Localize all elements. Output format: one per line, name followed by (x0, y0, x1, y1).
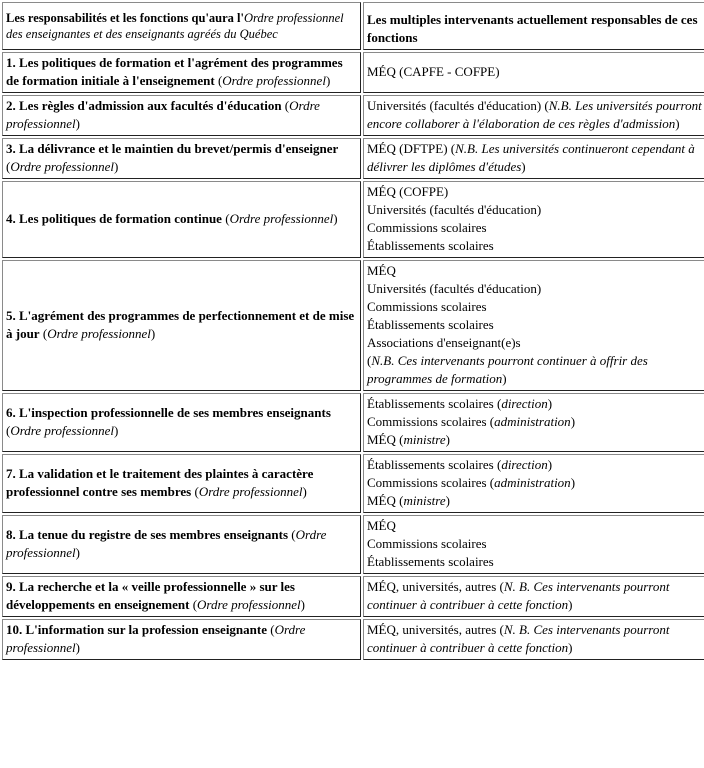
text-segment: ) (300, 597, 306, 612)
italic-text-segment: N. B. Ces intervenants pourront continuer à contribuer à cette fonction (367, 622, 670, 655)
text-segment: ) (75, 640, 80, 655)
text-segment: ) (445, 432, 450, 447)
intervenants-cell (363, 260, 704, 391)
responsibility-cell (2, 138, 361, 179)
header-cell-responsibilities (2, 2, 361, 50)
text-segment: ) (445, 493, 450, 508)
intervenant-line (367, 183, 703, 201)
table-row (2, 454, 704, 513)
intervenant-line (367, 578, 703, 614)
text-segment: Établissements scolaires (367, 554, 494, 569)
intervenant-line (367, 97, 703, 133)
italic-text-segment: direction (501, 457, 548, 472)
intervenant-line (367, 316, 703, 334)
italic-text-segment: N.B. Les universités continueront cependant à délivrer les diplômes d'études (367, 141, 695, 174)
text-segment: ) (570, 414, 576, 429)
italic-text-segment: administration (494, 414, 571, 429)
table-row (2, 95, 704, 136)
table-row (2, 619, 704, 660)
header-intervenants-text: Les multiples intervenants actuellement responsables de ces fonctions (367, 12, 698, 45)
responsibility-cell (2, 619, 361, 660)
intervenant-line (367, 352, 703, 388)
intervenant-line (367, 474, 703, 492)
text-segment: ) (75, 116, 80, 131)
text-segment: ) (75, 545, 80, 560)
intervenant-line (367, 201, 703, 219)
italic-text-segment: direction (501, 396, 548, 411)
italic-text-segment: Ordre professionnel (6, 527, 327, 560)
table-row (2, 393, 704, 452)
bold-text-segment: 4. Les politiques de formation continue (6, 211, 222, 226)
text-segment: ) (568, 597, 573, 612)
text-segment: ( (281, 98, 290, 113)
text-segment: ) (547, 457, 553, 472)
text-segment: ( (288, 527, 296, 542)
intervenant-line (367, 535, 703, 553)
italic-text-segment: Ordre professionnel (47, 326, 151, 341)
text-segment: ( (6, 423, 11, 438)
text-segment: ) (325, 73, 331, 88)
text-segment: Universités (facultés d'éducation) ( (367, 98, 549, 113)
text-segment: Commissions scolaires ( (367, 414, 495, 429)
text-segment: ( (39, 326, 48, 341)
text-segment: ( (6, 159, 11, 174)
intervenants-cell (363, 454, 704, 513)
table-row (2, 515, 704, 574)
bold-text-segment: 8. La tenue du registre de ses membres enseignants (6, 527, 289, 542)
text-segment: Universités (facultés d'éducation) (367, 281, 542, 296)
bold-text-segment: 5. L'agrément des programmes de perfectionnement et de mise à jour (6, 308, 355, 341)
text-segment: MÉQ, universités, autres ( (367, 622, 504, 637)
responsibility-cell (2, 454, 361, 513)
intervenant-line (367, 140, 703, 176)
italic-text-segment: Ordre professionnel des enseignantes et des enseignants agréés du Québec (6, 10, 344, 41)
italic-text-segment: Ordre professionnel (6, 622, 306, 655)
table-row (2, 138, 704, 179)
text-segment: ( (367, 353, 372, 368)
intervenant-line (367, 63, 703, 81)
intervenant-line (367, 456, 703, 474)
text-segment: ) (150, 326, 156, 341)
italic-text-segment: Ordre professionnel (222, 73, 326, 88)
bold-text-segment: Les responsabilités et les fonctions qu'aura l' (6, 10, 244, 25)
italic-text-segment: Ordre professionnel (198, 484, 303, 499)
italic-text-segment: administration (494, 475, 571, 490)
intervenants-cell (363, 619, 704, 660)
intervenant-line (367, 395, 703, 413)
table-row (2, 52, 704, 93)
text-segment: ) (113, 159, 119, 174)
text-segment: Établissements scolaires (367, 238, 494, 253)
intervenant-line (367, 553, 703, 571)
text-segment: ( (221, 211, 230, 226)
responsibility-cell (2, 95, 361, 136)
text-segment: Universités (facultés d'éducation) (367, 202, 542, 217)
text-segment: Commissions scolaires (367, 220, 487, 235)
text-segment: Établissements scolaires ( (367, 396, 502, 411)
text-segment: ( (266, 622, 275, 637)
intervenants-cell (363, 95, 704, 136)
text-segment: MÉQ (DFTPE) ( (367, 141, 456, 156)
text-segment: MÉQ (COFPE) (367, 184, 449, 199)
intervenant-line (367, 492, 703, 510)
intervenants-cell (363, 181, 704, 258)
bold-text-segment: 10. L'information sur la profession enseignante (6, 622, 267, 637)
text-segment: ) (302, 484, 307, 499)
text-segment: Établissements scolaires ( (367, 457, 502, 472)
text-segment: MÉQ (CAPFE - COFPE) (367, 64, 500, 79)
text-segment: Établissements scolaires (367, 317, 494, 332)
text-segment: ) (521, 159, 526, 174)
text-segment: MÉQ, universités, autres ( (367, 579, 504, 594)
text-segment: Commissions scolaires (367, 299, 487, 314)
intervenant-line (367, 219, 703, 237)
text-segment: ) (568, 640, 573, 655)
text-segment: ( (214, 73, 223, 88)
intervenant-line (367, 334, 703, 352)
intervenants-cell (363, 393, 704, 452)
text-segment: ( (189, 597, 198, 612)
text-segment: ) (502, 371, 507, 386)
text-segment: Associations d'enseignant(e)s (367, 335, 521, 350)
bold-text-segment: 9. La recherche et la « veille professionnelle » sur les développements en enseignement (6, 579, 295, 612)
table-header-row (2, 2, 704, 50)
text-segment: ) (547, 396, 553, 411)
intervenant-line (367, 517, 703, 535)
italic-text-segment: Ordre professionnel (6, 98, 320, 131)
italic-text-segment: N. B. Ces intervenants pourront continuer à contribuer à cette fonction (367, 579, 670, 612)
table-row (2, 260, 704, 391)
responsibility-cell (2, 260, 361, 391)
text-segment: Commissions scolaires (367, 536, 487, 551)
responsibility-cell (2, 515, 361, 574)
text-segment: ) (333, 211, 338, 226)
intervenant-line (367, 431, 703, 449)
italic-text-segment: N.B. Ces intervenants pourront continuer à offrir des programmes de formation (367, 353, 648, 386)
intervenant-line (367, 237, 703, 255)
text-segment: ( (191, 484, 199, 499)
bold-text-segment: 3. La délivrance et le maintien du brevet/permis d'enseigner (6, 141, 339, 156)
text-segment: ) (675, 116, 680, 131)
text-segment: MÉQ ( (367, 493, 404, 508)
text-segment: MÉQ ( (367, 432, 404, 447)
responsibility-cell (2, 52, 361, 93)
intervenant-line (367, 280, 703, 298)
responsibility-cell (2, 181, 361, 258)
intervenants-cell (363, 52, 704, 93)
table-body (2, 2, 704, 660)
text-segment: ) (113, 423, 119, 438)
italic-text-segment: Ordre professionnel (10, 423, 114, 438)
italic-text-segment: ministre (403, 493, 446, 508)
table-row (2, 576, 704, 617)
italic-text-segment: Ordre professionnel (229, 211, 334, 226)
intervenants-cell (363, 138, 704, 179)
italic-text-segment: Ordre professionnel (197, 597, 301, 612)
italic-text-segment: Ordre professionnel (10, 159, 114, 174)
bold-text-segment: 2. Les règles d'admission aux facultés d'éducation (6, 98, 282, 113)
intervenant-line (367, 298, 703, 316)
text-segment: MÉQ (367, 263, 396, 278)
header-cell-intervenants (363, 2, 704, 50)
bold-text-segment: 1. Les politiques de formation et l'agrément des programmes de formation initiale à l'enseignement (6, 55, 343, 88)
intervenants-cell (363, 576, 704, 617)
bold-text-segment: 7. La validation et le traitement des plaintes à caractère professionnel contre ses membres (6, 466, 314, 499)
responsibility-cell (2, 576, 361, 617)
italic-text-segment: ministre (403, 432, 446, 447)
text-segment: Commissions scolaires ( (367, 475, 495, 490)
intervenant-line (367, 262, 703, 280)
text-segment: MÉQ (367, 518, 396, 533)
intervenant-line (367, 621, 703, 657)
bold-text-segment: 6. L'inspection professionnelle de ses membres enseignants (6, 405, 331, 420)
intervenant-line (367, 413, 703, 431)
italic-text-segment: N.B. Les universités pourront encore collaborer à l'élaboration de ces règles d'admission (367, 98, 702, 131)
responsibility-cell (2, 393, 361, 452)
intervenants-cell (363, 515, 704, 574)
table-row (2, 181, 704, 258)
text-segment: ) (570, 475, 576, 490)
